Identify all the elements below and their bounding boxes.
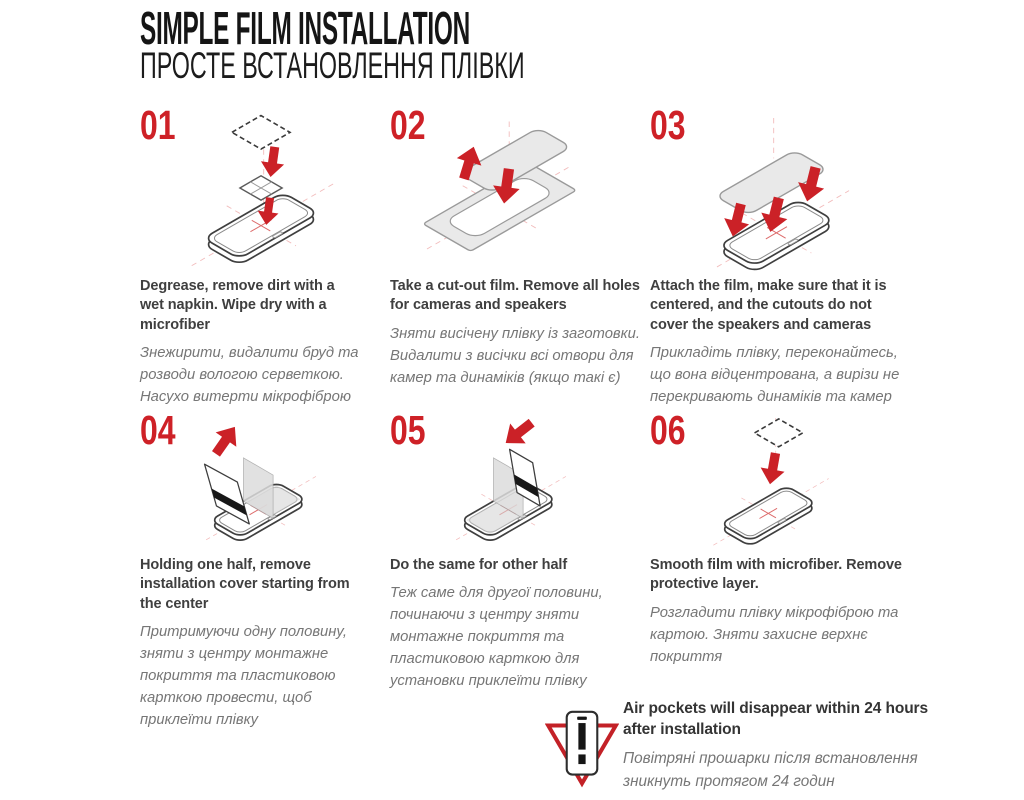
step-03 <box>650 102 910 406</box>
step-06-text-en: Smooth film with microfiber. Remove protective layer. <box>650 557 902 593</box>
step-05-text-en: Do the same for other half <box>390 557 568 573</box>
warning-text-en: Air pockets will disappear within 24 hours after installation <box>623 700 929 739</box>
phone-speaker <box>577 717 587 720</box>
step-03-text-en: Attach the film, make sure that it is centered, and the cutouts do not cover the speakers and cameras <box>650 278 887 333</box>
step-06-illustration <box>664 412 874 550</box>
step-06-text-uk: Розгладити плівку мікрофіброю та картою. Зняти захисне верхнє покриття <box>650 604 899 665</box>
warning-text-uk: Повітряні прошарки після встановлення зникнуть протягом 24 годин <box>623 749 918 790</box>
wet-napkin-icon <box>232 116 290 150</box>
step-03-number: 03 <box>650 102 686 148</box>
peel-direction-arrow-icon <box>498 413 540 453</box>
step-02 <box>390 102 642 386</box>
step-01-illustration <box>144 109 369 275</box>
down-arrow-icon <box>259 145 286 178</box>
air-pockets-warning <box>545 698 975 794</box>
step-02-text-en: Take a cut-out film. Remove all holes for cameras and speakers <box>390 278 640 314</box>
step-04-text-en: Holding one half, remove installation cover starting from the center <box>140 557 350 612</box>
step-02-text-uk: Зняти висічену плівку із заготовки. Видалити з висічки всі отвори для камер та динаміків (якщо такі є) <box>390 325 640 386</box>
step-05-illustration <box>404 412 614 550</box>
phone-exclamation-warning-triangle-icon <box>545 702 619 794</box>
step-04-number: 04 <box>140 407 176 453</box>
step-06-number: 06 <box>650 407 686 453</box>
title-ukrainian: ПРОСТЕ ВСТАНОВЛЕННЯ ПЛІВКИ <box>140 45 525 86</box>
peel-direction-arrow-icon <box>206 420 246 461</box>
step-01 <box>140 102 362 406</box>
down-arrow-icon <box>758 451 787 486</box>
step-04 <box>140 407 372 728</box>
step-01-text-uk: Знежирити, видалити бруд та розводи вологою серветкою. Насухо витерти мікрофіброю <box>140 345 359 406</box>
exclamation-dot <box>578 754 585 764</box>
title-english: SIMPLE FILM INSTALLATION <box>140 2 470 54</box>
step-05 <box>390 407 648 689</box>
step-05-text-uk: Теж саме для другої половини, починаючи з центру зняти монтажне покриття та пластиковою карткою для установки приклеїти плівку <box>390 585 603 689</box>
step-01-text-en: Degrease, remove dirt with a wet napkin. Wipe dry with a microfiber <box>140 278 335 333</box>
step-03-text-uk: Прикладіть плівку, переконайтесь, що вона відцентрована, а вирізи не перекривають динаміків та камер <box>650 345 900 406</box>
step-01-number: 01 <box>140 102 176 148</box>
step-04-text-uk: Притримуючи одну половину, зняти з центру монтажне покриття та пластиковою карткою провести, щоб приклеїти плівку <box>140 624 347 728</box>
step-02-number: 02 <box>390 102 426 148</box>
step-05-number: 05 <box>390 407 426 453</box>
microfiber-napkin-icon <box>755 419 803 447</box>
step-03-illustration <box>654 109 879 275</box>
step-06 <box>650 407 902 665</box>
page-title <box>140 2 763 86</box>
exclamation-bar <box>578 723 585 750</box>
step-02-illustration <box>394 109 619 275</box>
step-04-illustration <box>154 412 364 550</box>
